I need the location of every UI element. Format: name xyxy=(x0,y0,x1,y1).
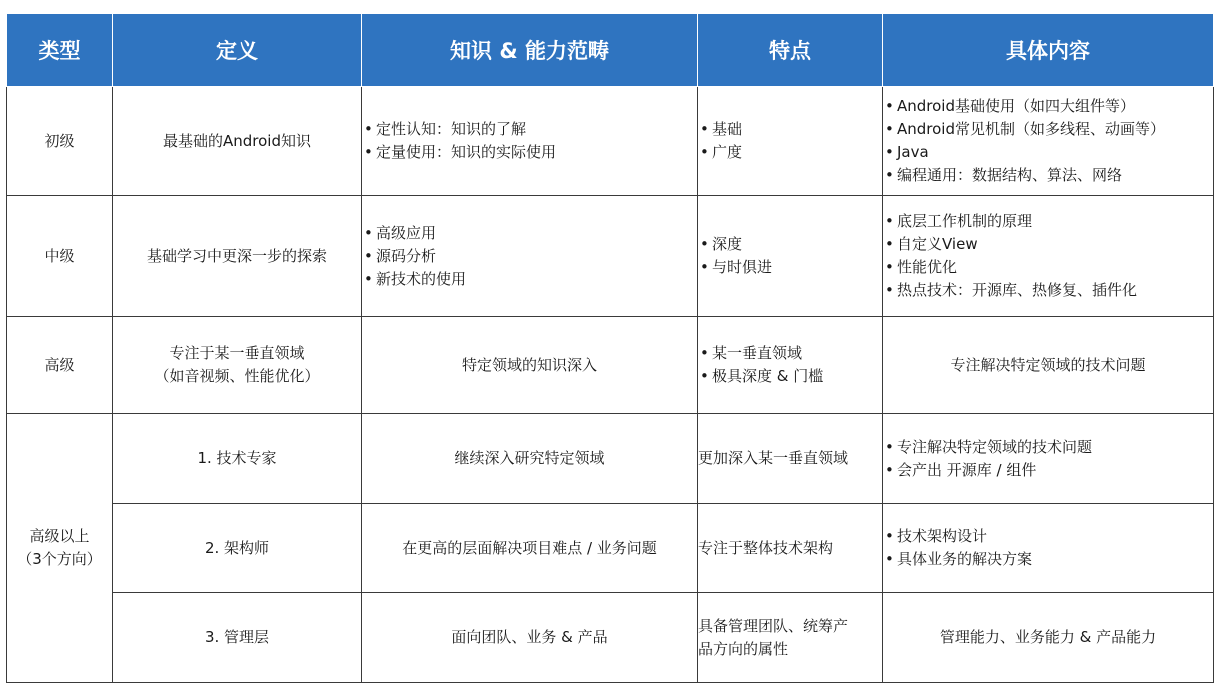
list-item: • Android基础使用（如四大组件等） xyxy=(885,95,1213,118)
list-item: • 新技术的使用 xyxy=(364,268,697,291)
table-row-beginner xyxy=(7,87,1214,196)
cell-type: 中级 xyxy=(7,196,113,317)
cell-type: 初级 xyxy=(7,87,113,196)
cell-definition: 2. 架构师 xyxy=(113,504,362,593)
cell-features xyxy=(698,196,883,317)
cell-content xyxy=(883,87,1214,196)
list-item: • 底层工作机制的原理 xyxy=(885,210,1213,233)
type-line: 高级以上 xyxy=(29,527,90,545)
header-features: 特点 xyxy=(698,14,883,87)
list-item: • 广度 xyxy=(700,141,882,164)
list-item: • 性能优化 xyxy=(885,256,1213,279)
cell-content: 专注解决特定领域的技术问题 xyxy=(883,317,1214,414)
list-item: • 专注解决特定领域的技术问题 xyxy=(885,436,1213,459)
header-content: 具体内容 xyxy=(883,14,1214,87)
list-item: • 热点技术：开源库、热修复、插件化 xyxy=(885,279,1213,302)
features-line: 品方向的属性 xyxy=(698,639,789,658)
list-item: • Android常见机制（如多线程、动画等） xyxy=(885,118,1213,141)
list-item: • 某一垂直领域 xyxy=(700,342,882,365)
table-row-advanced xyxy=(7,317,1214,414)
list-item: • 具体业务的解决方案 xyxy=(885,548,1213,571)
list-item: • 极具深度 & 门槛 xyxy=(700,365,882,388)
cell-scope: 特定领域的知识深入 xyxy=(362,317,698,414)
cell-scope xyxy=(362,196,698,317)
cell-scope: 面向团队、业务 & 产品 xyxy=(362,593,698,683)
list-item: • 高级应用 xyxy=(364,222,697,245)
cell-definition: 1. 技术专家 xyxy=(113,414,362,504)
cell-content xyxy=(883,196,1214,317)
cell-content: 管理能力、业务能力 & 产品能力 xyxy=(883,593,1214,683)
list-item: • Java xyxy=(885,141,1213,164)
list-item: • 与时俱进 xyxy=(700,256,882,279)
cell-definition xyxy=(113,317,362,414)
list-item: • 源码分析 xyxy=(364,245,697,268)
list-item: • 定性认知：知识的了解 xyxy=(364,118,697,141)
type-line: （3个方向） xyxy=(17,550,102,568)
header-row xyxy=(7,14,1214,87)
list-item: • 自定义View xyxy=(885,233,1213,256)
table-row-management xyxy=(7,593,1214,683)
cell-features: 更加深入某一垂直领域 xyxy=(698,414,883,504)
cell-type-above-advanced xyxy=(7,414,113,683)
table-row-architect xyxy=(7,504,1214,593)
cell-definition: 基础学习中更深一步的探索 xyxy=(113,196,362,317)
list-item: • 编程通用：数据结构、算法、网络 xyxy=(885,164,1213,187)
list-item: • 基础 xyxy=(700,118,882,141)
cell-definition: 3. 管理层 xyxy=(113,593,362,683)
list-item: • 会产出 开源库 / 组件 xyxy=(885,459,1213,482)
knowledge-level-table xyxy=(6,13,1214,683)
list-item: • 技术架构设计 xyxy=(885,525,1213,548)
header-scope: 知识 & 能力范畴 xyxy=(362,14,698,87)
cell-features xyxy=(698,317,883,414)
cell-features xyxy=(698,593,883,683)
table-row-intermediate xyxy=(7,196,1214,317)
table-row-expert xyxy=(7,414,1214,504)
cell-content xyxy=(883,414,1214,504)
cell-definition: 最基础的Android知识 xyxy=(113,87,362,196)
header-type: 类型 xyxy=(7,14,113,87)
cell-scope xyxy=(362,87,698,196)
definition-line: 专注于某一垂直领域 xyxy=(169,344,305,362)
list-item: • 定量使用：知识的实际使用 xyxy=(364,141,697,164)
cell-scope: 在更高的层面解决项目难点 / 业务问题 xyxy=(362,504,698,593)
cell-content xyxy=(883,504,1214,593)
cell-scope: 继续深入研究特定领域 xyxy=(362,414,698,504)
cell-features xyxy=(698,87,883,196)
header-definition: 定义 xyxy=(113,14,362,87)
cell-type: 高级 xyxy=(7,317,113,414)
features-line: 具备管理团队、统筹产 xyxy=(698,616,849,635)
cell-features: 专注于整体技术架构 xyxy=(698,504,883,593)
definition-line: （如音视频、性能优化） xyxy=(154,367,320,385)
list-item: • 深度 xyxy=(700,233,882,256)
